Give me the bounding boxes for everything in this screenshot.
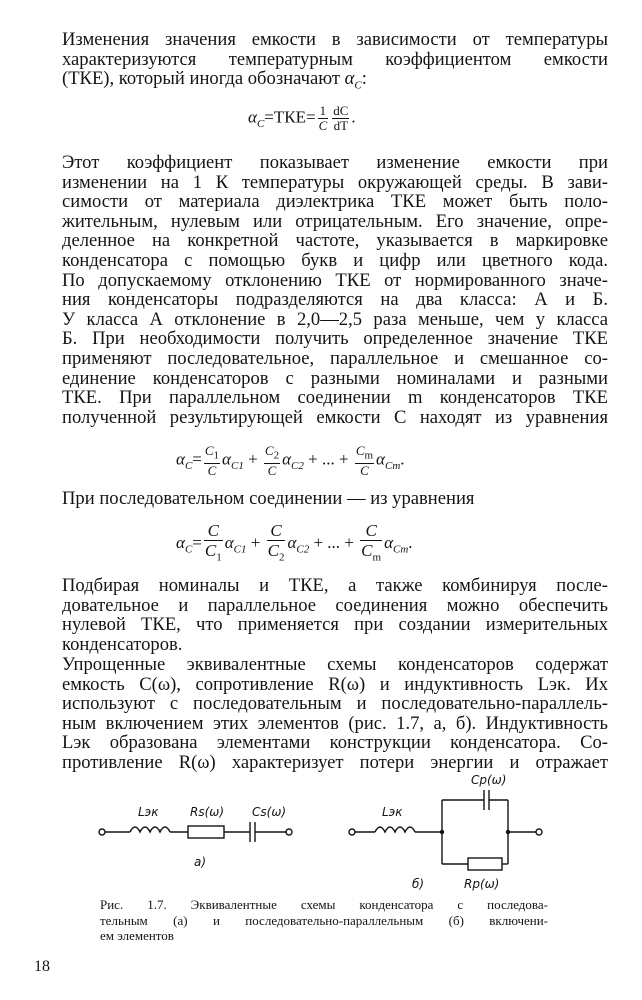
circuit-series — [99, 822, 292, 842]
text-line: (ТКЕ), который иногда обозначают $\alpha_C$: — [62, 68, 367, 92]
label-a: а) — [194, 855, 207, 869]
resistor-a — [188, 826, 224, 838]
paragraph-tke-selection — [62, 576, 608, 654]
text-line: ния конденсаторы подразделяются на два класса: А и Б. — [62, 289, 608, 311]
label-a-inductor: Lэк — [138, 805, 159, 819]
formula-tke-definition: $\alpha_C=ТКЕ=$ $\frac{1}{C}$ $\frac{dC}{dT}$ . — [248, 103, 356, 133]
paragraph-tke-description — [62, 153, 608, 427]
junction-left-b — [440, 830, 444, 834]
caption-line: ем элементов — [100, 928, 174, 944]
text-line: противление R(ω) характеризует потери энергии и отражает — [62, 751, 608, 773]
label-b-resistor: Rp(ω) — [464, 877, 500, 891]
text-line: По допускаемому отклонению ТКЕ от нормированного значе- — [62, 269, 608, 291]
paragraph-series-intro — [62, 489, 608, 509]
text-line: деленное на конкретной частоте, указывается в маркировке — [62, 230, 608, 252]
text-line: Этот коэффициент показывает изменение емкости при — [62, 152, 608, 173]
terminal-left-a — [99, 829, 105, 835]
text-line: применяют последовательное, параллельное и смешанное со- — [62, 347, 608, 369]
label-b: б) — [412, 877, 425, 891]
text-line: полученной результирующей емкости C находят из уравнения — [62, 406, 608, 428]
formula-series: $\alpha_C=$ $\frac{C}{C_1}$ $\alpha_{C1}$ + $\frac{C}{C_2}$ $\alpha_{C2}$ + ... + $\frac{C}{C_m}$ $\alpha_{Cm}$. — [176, 521, 413, 564]
text-line: жительным, нулевым или отрицательным. Его значение, опре- — [62, 210, 608, 232]
text-line: используют с последовательным и последовательно-параллель- — [62, 693, 608, 715]
text-line: Упрощенные эквивалентные схемы конденсаторов содержат — [62, 654, 608, 675]
text-line: У класса А отклонение в 2,0—2,5 раза меньше, чем у класса — [62, 308, 608, 330]
text-line: довательное и параллельное соединения можно обеспечить — [62, 594, 608, 616]
junction-right-b — [506, 830, 510, 834]
text-line: конденсатора с помощью букв и цифр или цветного кода. — [62, 249, 608, 271]
inductor-b — [375, 827, 415, 832]
figure-caption — [100, 897, 548, 944]
text-line: Lэк образована элементами конструкции конденсатора. Со- — [62, 732, 608, 754]
resistor-b — [468, 858, 502, 870]
terminal-right-a — [286, 829, 292, 835]
label-b-capacitor: Cp(ω) — [471, 773, 507, 787]
label-a-capacitor: Cs(ω) — [252, 805, 287, 819]
terminal-right-b — [536, 829, 542, 835]
text-line: ТКЕ. При параллельном соединении m конденсаторов ТКЕ — [62, 387, 608, 409]
text-line: единение конденсаторов с разными номиналами и разными — [62, 367, 608, 389]
text-line: ным включением этих элементов (рис. 1.7, а, б). Индуктивность — [62, 712, 608, 734]
text-line: симости от материала диэлектрика ТКЕ может быть поло- — [62, 191, 608, 213]
inductor-a — [130, 827, 170, 832]
terminal-left-b — [349, 829, 355, 835]
equivalent-circuit-figure — [90, 772, 560, 892]
caption-line: Рис. 1.7. Эквивалентные схемы конденсатора с последова- — [100, 897, 548, 912]
text-line: конденсаторов. — [62, 633, 183, 655]
text-line: емкость C(ω), сопротивление R(ω) и индуктивность Lэк. Их — [62, 673, 608, 695]
text-line: нулевой ТКЕ, что применяется при создании измерительных — [62, 614, 608, 636]
text-line: Б. При необходимости получить определенное значение ТКЕ — [62, 328, 608, 350]
caption-line: тельным (а) и последовательно-параллельным (б) включени- — [100, 912, 548, 928]
text-line: Подбирая номиналы и ТКЕ, а также комбинируя после- — [62, 575, 608, 596]
text-line: Изменения значения емкости в зависимости от температуры — [62, 29, 608, 50]
page-number: 18 — [34, 958, 50, 975]
text-line: изменении на 1 К температуры окружающей среды. В зави- — [62, 171, 608, 193]
label-a-resistor: Rs(ω) — [190, 805, 225, 819]
text-line: При последовательном соединении — из уравнения — [62, 488, 475, 509]
text-line: характеризуются температурным коэффициентом емкости — [62, 48, 608, 70]
paragraph-equivalent-circuits — [62, 655, 608, 773]
intro-paragraph — [62, 29, 608, 92]
label-b-inductor: Lэк — [382, 805, 403, 819]
formula-parallel: $\alpha_C=$ $\frac{C_1}{C}$ $\alpha_{C1}$ + $\frac{C_2}{C}$ $\alpha_{C2}$ + ... + $\frac{C_m}{C}$ $\alpha_{Cm}$. — [176, 443, 405, 478]
circuit-series-parallel — [349, 790, 542, 870]
